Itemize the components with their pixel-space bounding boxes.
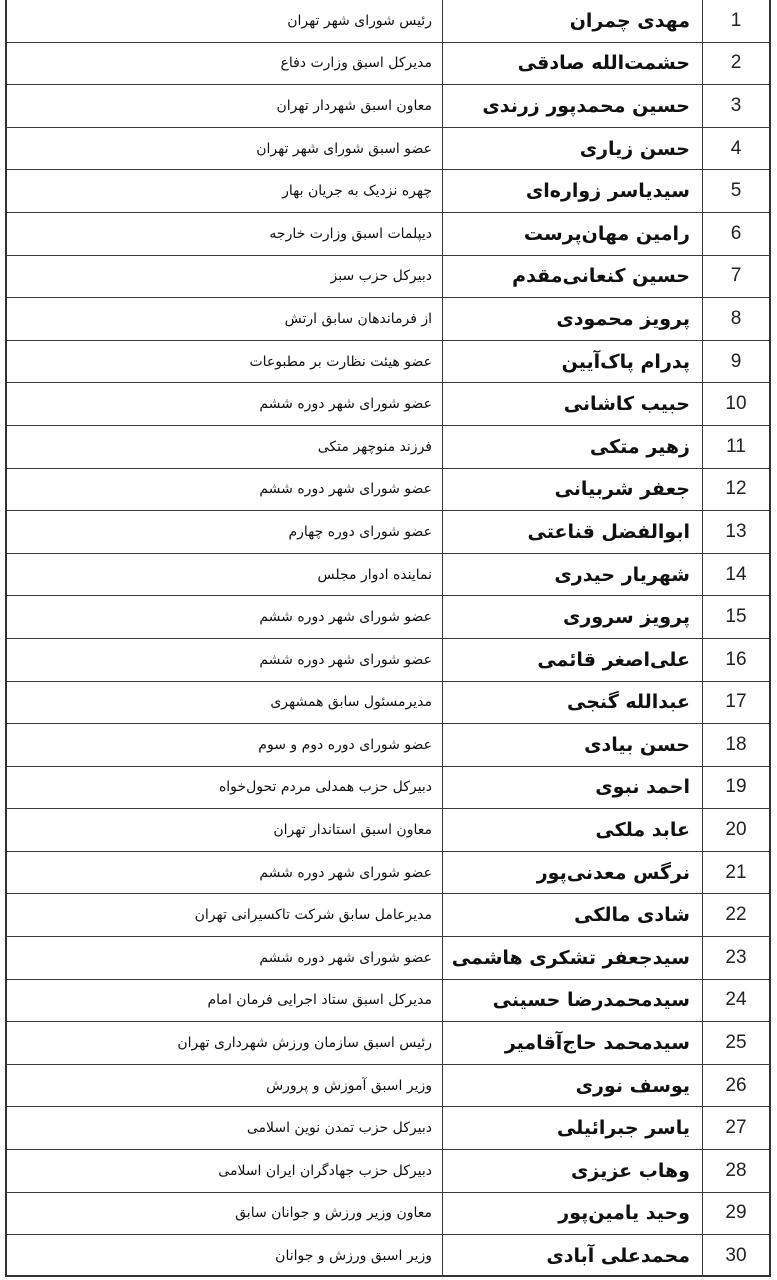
table-row [7, 553, 769, 596]
person-role: مدیرکل اسبق وزارت دفاع [7, 42, 443, 85]
row-number: 12 [703, 468, 770, 511]
row-number: 9 [703, 340, 770, 383]
row-number: 20 [703, 809, 770, 852]
row-number: 13 [703, 511, 770, 554]
person-role: معاون وزیر ورزش و جوانان سابق [7, 1192, 443, 1235]
row-number: 1 [703, 0, 770, 42]
row-number: 22 [703, 894, 770, 937]
person-name: یاسر جبرائیلی [443, 1107, 703, 1150]
person-name: ابوالفضل قناعتی [443, 511, 703, 554]
person-role: دبیرکل حزب سبز [7, 255, 443, 298]
person-name: محمدعلی آبادی [443, 1235, 703, 1277]
person-name: حبیب کاشانی [443, 383, 703, 426]
table-row [7, 425, 769, 468]
person-name: وهاب عزیزی [443, 1150, 703, 1193]
row-number: 11 [703, 425, 770, 468]
person-role: عضو شورای شهر دوره ششم [7, 638, 443, 681]
person-name: نرگس معدنی‌پور [443, 851, 703, 894]
table-row [7, 511, 769, 554]
person-name: سیدیاسر زواره‌ای [443, 170, 703, 213]
person-name: سیدمحمدرضا حسینی [443, 979, 703, 1022]
table-row [7, 85, 769, 128]
person-role: وزیر اسبق ورزش و جوانان [7, 1235, 443, 1277]
person-name: زهیر متکی [443, 425, 703, 468]
table-row [7, 1022, 769, 1065]
person-role: عضو شورای شهر دوره ششم [7, 851, 443, 894]
person-name: پدرام پاک‌آیین [443, 340, 703, 383]
table-row [7, 1192, 769, 1235]
person-role: رئیس اسبق سازمان ورزش شهرداری تهران [7, 1022, 443, 1065]
table-row [7, 851, 769, 894]
person-name: شهریار حیدری [443, 553, 703, 596]
person-name: پرویز سروری [443, 596, 703, 639]
table-row [7, 255, 769, 298]
person-role: معاون اسبق شهردار تهران [7, 85, 443, 128]
person-name: جعفر شربیانی [443, 468, 703, 511]
table-row [7, 596, 769, 639]
person-role: عضو شورای شهر دوره ششم [7, 468, 443, 511]
table-body [7, 0, 769, 1277]
person-name: رامین مهان‌پرست [443, 212, 703, 255]
person-name: یوسف نوری [443, 1064, 703, 1107]
row-number: 14 [703, 553, 770, 596]
table-row [7, 0, 769, 42]
table-row [7, 298, 769, 341]
table-row [7, 212, 769, 255]
person-name: مهدی چمران [443, 0, 703, 42]
row-number: 17 [703, 681, 770, 724]
person-name: حشمت‌الله صادقی [443, 42, 703, 85]
person-role: مدیرکل اسبق ستاد اجرایی فرمان امام [7, 979, 443, 1022]
person-role: دیپلمات اسبق وزارت خارجه [7, 212, 443, 255]
row-number: 10 [703, 383, 770, 426]
person-role: فرزند منوچهر متکی [7, 425, 443, 468]
person-name: حسن بیادی [443, 724, 703, 767]
row-number: 27 [703, 1107, 770, 1150]
person-role: چهره نزدیک به جریان بهار [7, 170, 443, 213]
row-number: 18 [703, 724, 770, 767]
person-role: مدیرعامل سابق شرکت تاکسیرانی تهران [7, 894, 443, 937]
person-name: پرویز محمودی [443, 298, 703, 341]
candidate-table [7, 0, 769, 1277]
person-name: سیدجعفر تشکری هاشمی [443, 937, 703, 980]
row-number: 2 [703, 42, 770, 85]
row-number: 6 [703, 212, 770, 255]
person-name: شادی مالکی [443, 894, 703, 937]
person-role: دبیرکل حزب تمدن نوین اسلامی [7, 1107, 443, 1150]
person-name: علی‌اصغر قائمی [443, 638, 703, 681]
table-row [7, 42, 769, 85]
table-row [7, 638, 769, 681]
person-name: عابد ملکی [443, 809, 703, 852]
person-name: حسن زیاری [443, 127, 703, 170]
table-row [7, 681, 769, 724]
table-row [7, 894, 769, 937]
row-number: 25 [703, 1022, 770, 1065]
person-role: عضو اسبق شورای شهر تهران [7, 127, 443, 170]
table-row [7, 937, 769, 980]
row-number: 26 [703, 1064, 770, 1107]
table-row [7, 340, 769, 383]
person-role: عضو شورای شهر دوره ششم [7, 596, 443, 639]
candidate-table-sheet [5, 0, 771, 1277]
person-name: احمد نبوی [443, 766, 703, 809]
person-role: عضو شورای شهر دوره ششم [7, 383, 443, 426]
table-row [7, 170, 769, 213]
table-row [7, 1235, 769, 1277]
person-role: عضو شورای شهر دوره ششم [7, 937, 443, 980]
row-number: 23 [703, 937, 770, 980]
person-name: سیدمحمد حاج‌آقامیر [443, 1022, 703, 1065]
row-number: 4 [703, 127, 770, 170]
person-role: عضو شورای دوره چهارم [7, 511, 443, 554]
row-number: 28 [703, 1150, 770, 1193]
row-number: 16 [703, 638, 770, 681]
row-number: 21 [703, 851, 770, 894]
row-number: 3 [703, 85, 770, 128]
table-row [7, 724, 769, 767]
table-row [7, 1064, 769, 1107]
person-role: عضو شورای دوره دوم و سوم [7, 724, 443, 767]
table-row [7, 1150, 769, 1193]
person-role: وزیر اسبق آموزش و پرورش [7, 1064, 443, 1107]
row-number: 30 [703, 1235, 770, 1277]
person-role: رئیس شورای شهر تهران [7, 0, 443, 42]
person-role: دبیرکل حزب جهادگران ایران اسلامی [7, 1150, 443, 1193]
person-role: از فرماندهان سابق ارتش [7, 298, 443, 341]
person-role: عضو هیئت نظارت بر مطبوعات [7, 340, 443, 383]
table-row [7, 1107, 769, 1150]
table-row [7, 383, 769, 426]
row-number: 5 [703, 170, 770, 213]
person-role: معاون اسبق استاندار تهران [7, 809, 443, 852]
table-row [7, 468, 769, 511]
person-name: وحید یامین‌پور [443, 1192, 703, 1235]
person-role: مدیرمسئول سابق همشهری [7, 681, 443, 724]
person-name: حسین کنعانی‌مقدم [443, 255, 703, 298]
table-row [7, 979, 769, 1022]
person-name: عبدالله گنجی [443, 681, 703, 724]
row-number: 24 [703, 979, 770, 1022]
row-number: 29 [703, 1192, 770, 1235]
table-row [7, 766, 769, 809]
person-role: دبیرکل حزب همدلی مردم تحول‌خواه [7, 766, 443, 809]
table-row [7, 127, 769, 170]
person-role: نماینده ادوار مجلس [7, 553, 443, 596]
row-number: 7 [703, 255, 770, 298]
person-name: حسین محمدپور زرندی [443, 85, 703, 128]
row-number: 15 [703, 596, 770, 639]
row-number: 19 [703, 766, 770, 809]
table-row [7, 809, 769, 852]
row-number: 8 [703, 298, 770, 341]
